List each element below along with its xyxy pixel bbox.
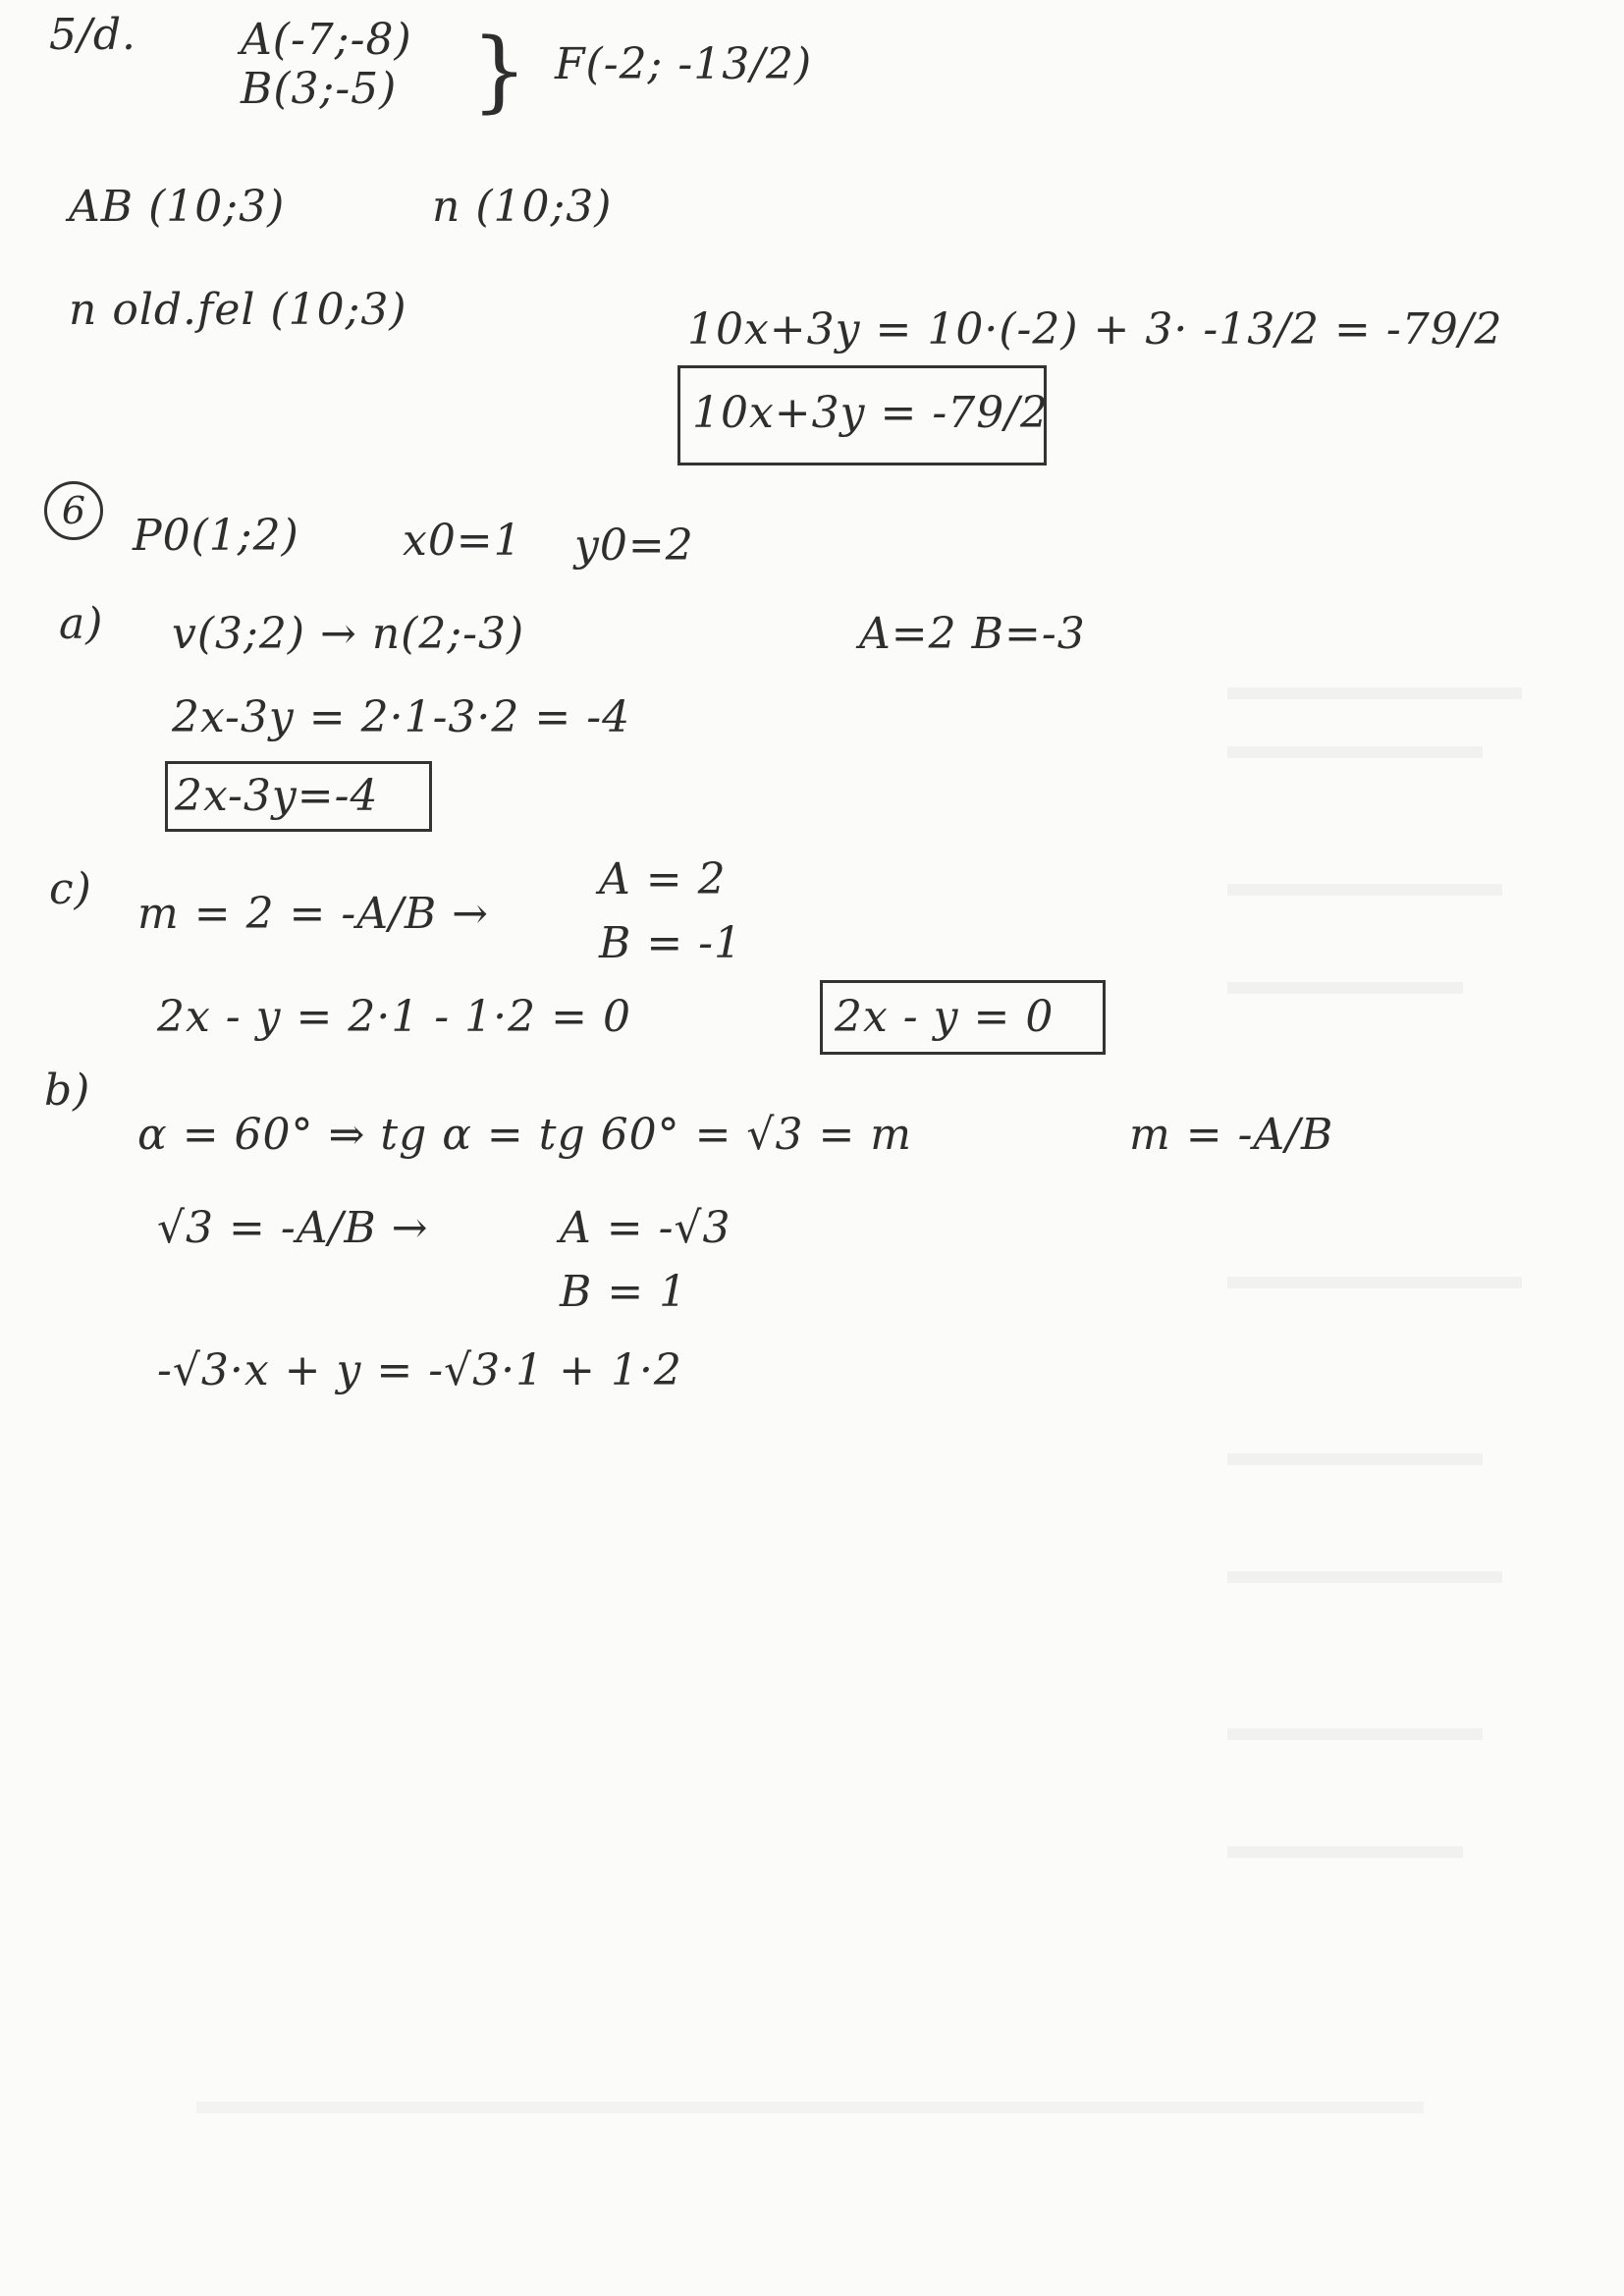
equation-calculation: 10x+3y = 10·(-2) + 3· -13/2 = -79/2: [687, 304, 1503, 355]
problem-6-number: 6: [44, 481, 103, 540]
part-a-coefficients: A=2 B=-3: [859, 609, 1086, 659]
part-b-sqrt-equation: √3 = -A/B →: [157, 1203, 429, 1253]
part-c-a: A = 2: [599, 854, 727, 904]
part-c-slope: m = 2 = -A/B →: [137, 889, 490, 939]
part-c-label: c): [49, 864, 92, 914]
brace: }: [471, 20, 529, 123]
point-p0: P0(1;2): [133, 511, 299, 561]
part-a-label: a): [59, 599, 104, 649]
part-b-final-equation: -√3·x + y = -√3·1 + 1·2: [157, 1345, 682, 1395]
vector-n: n (10;3): [432, 182, 613, 232]
part-b-label: b): [44, 1066, 91, 1116]
x0-value: x0=1: [403, 516, 522, 566]
part-b-b: B = 1: [560, 1267, 688, 1317]
part-b-m-formula: m = -A/B: [1129, 1110, 1334, 1160]
vector-ab: AB (10;3): [69, 182, 286, 232]
problem-5d-label: 5/d.: [49, 10, 136, 60]
point-a: A(-7;-8): [241, 15, 412, 65]
part-a-boxed-equation: 2x-3y=-4: [175, 771, 379, 821]
point-b: B(3;-5): [241, 64, 398, 114]
midpoint-f: F(-2; -13/2): [555, 39, 813, 89]
part-b-a: A = -√3: [560, 1203, 731, 1253]
part-a-vectors: v(3;2) → n(2;-3): [172, 609, 525, 659]
y0-value: y0=2: [574, 520, 694, 571]
part-c-boxed-equation: 2x - y = 0: [835, 992, 1055, 1042]
equation-boxed-5d: 10x+3y = -79/2: [692, 388, 1050, 438]
part-a-calculation: 2x-3y = 2·1-3·2 = -4: [172, 692, 631, 742]
part-c-calculation: 2x - y = 2·1 - 1·2 = 0: [157, 992, 631, 1042]
part-c-b: B = -1: [599, 918, 743, 968]
part-b-angle: α = 60° ⇒ tg α = tg 60° = √3 = m: [137, 1110, 913, 1160]
normal-vector-label: n old.fel (10;3): [69, 285, 407, 335]
